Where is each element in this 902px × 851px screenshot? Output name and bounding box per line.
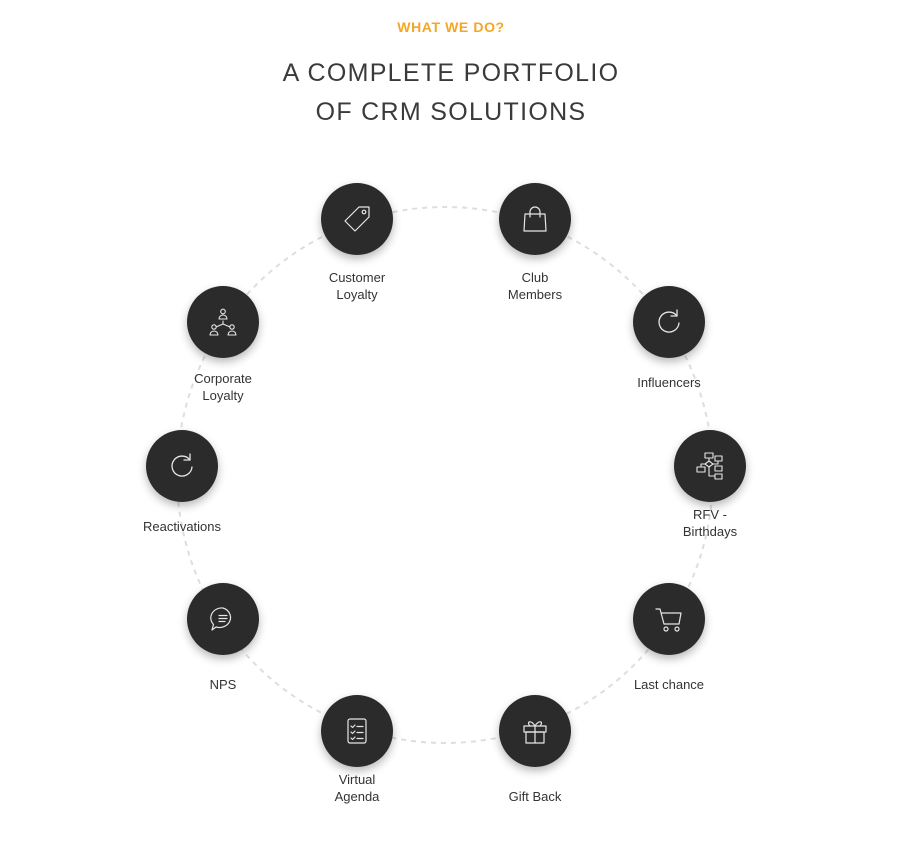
solution-circle[interactable] — [674, 430, 746, 502]
solution-label: Customer Loyalty — [328, 270, 386, 302]
refresh-icon — [166, 450, 198, 482]
page-title-line-1: A COMPLETE PORTFOLIO — [282, 59, 620, 87]
solution-label: NPS — [209, 677, 237, 692]
solution-circle[interactable] — [146, 430, 218, 502]
solution-circle[interactable] — [321, 183, 393, 255]
solution-label: Reactivations — [142, 519, 222, 534]
solution-circle[interactable] — [633, 583, 705, 655]
refresh-icon — [653, 306, 685, 338]
tag-icon — [341, 203, 373, 235]
people-network-icon — [207, 306, 239, 338]
solution-circle[interactable] — [187, 583, 259, 655]
solution-label: Last chance — [633, 677, 705, 692]
page-title-line-2: OF CRM SOLUTIONS — [315, 98, 587, 126]
chat-bubble-icon — [207, 603, 239, 635]
solution-label: RFV - Birthdays — [682, 507, 738, 539]
shopping-cart-icon — [653, 603, 685, 635]
shopping-bag-icon — [519, 203, 551, 235]
solution-circle[interactable] — [187, 286, 259, 358]
solution-label: Gift Back — [508, 789, 562, 804]
checklist-icon — [341, 715, 373, 747]
section-eyebrow: WHAT WE DO? — [397, 19, 505, 35]
solution-label: Influencers — [637, 375, 701, 390]
solution-label: Corporate Loyalty — [194, 371, 252, 403]
solution-label: Club Members — [507, 270, 563, 302]
flowchart-icon — [694, 450, 726, 482]
gift-icon — [519, 715, 551, 747]
solution-circle[interactable] — [499, 183, 571, 255]
solution-circle[interactable] — [321, 695, 393, 767]
solution-circle[interactable] — [499, 695, 571, 767]
solution-circle[interactable] — [633, 286, 705, 358]
solution-label: Virtual Agenda — [334, 772, 380, 804]
